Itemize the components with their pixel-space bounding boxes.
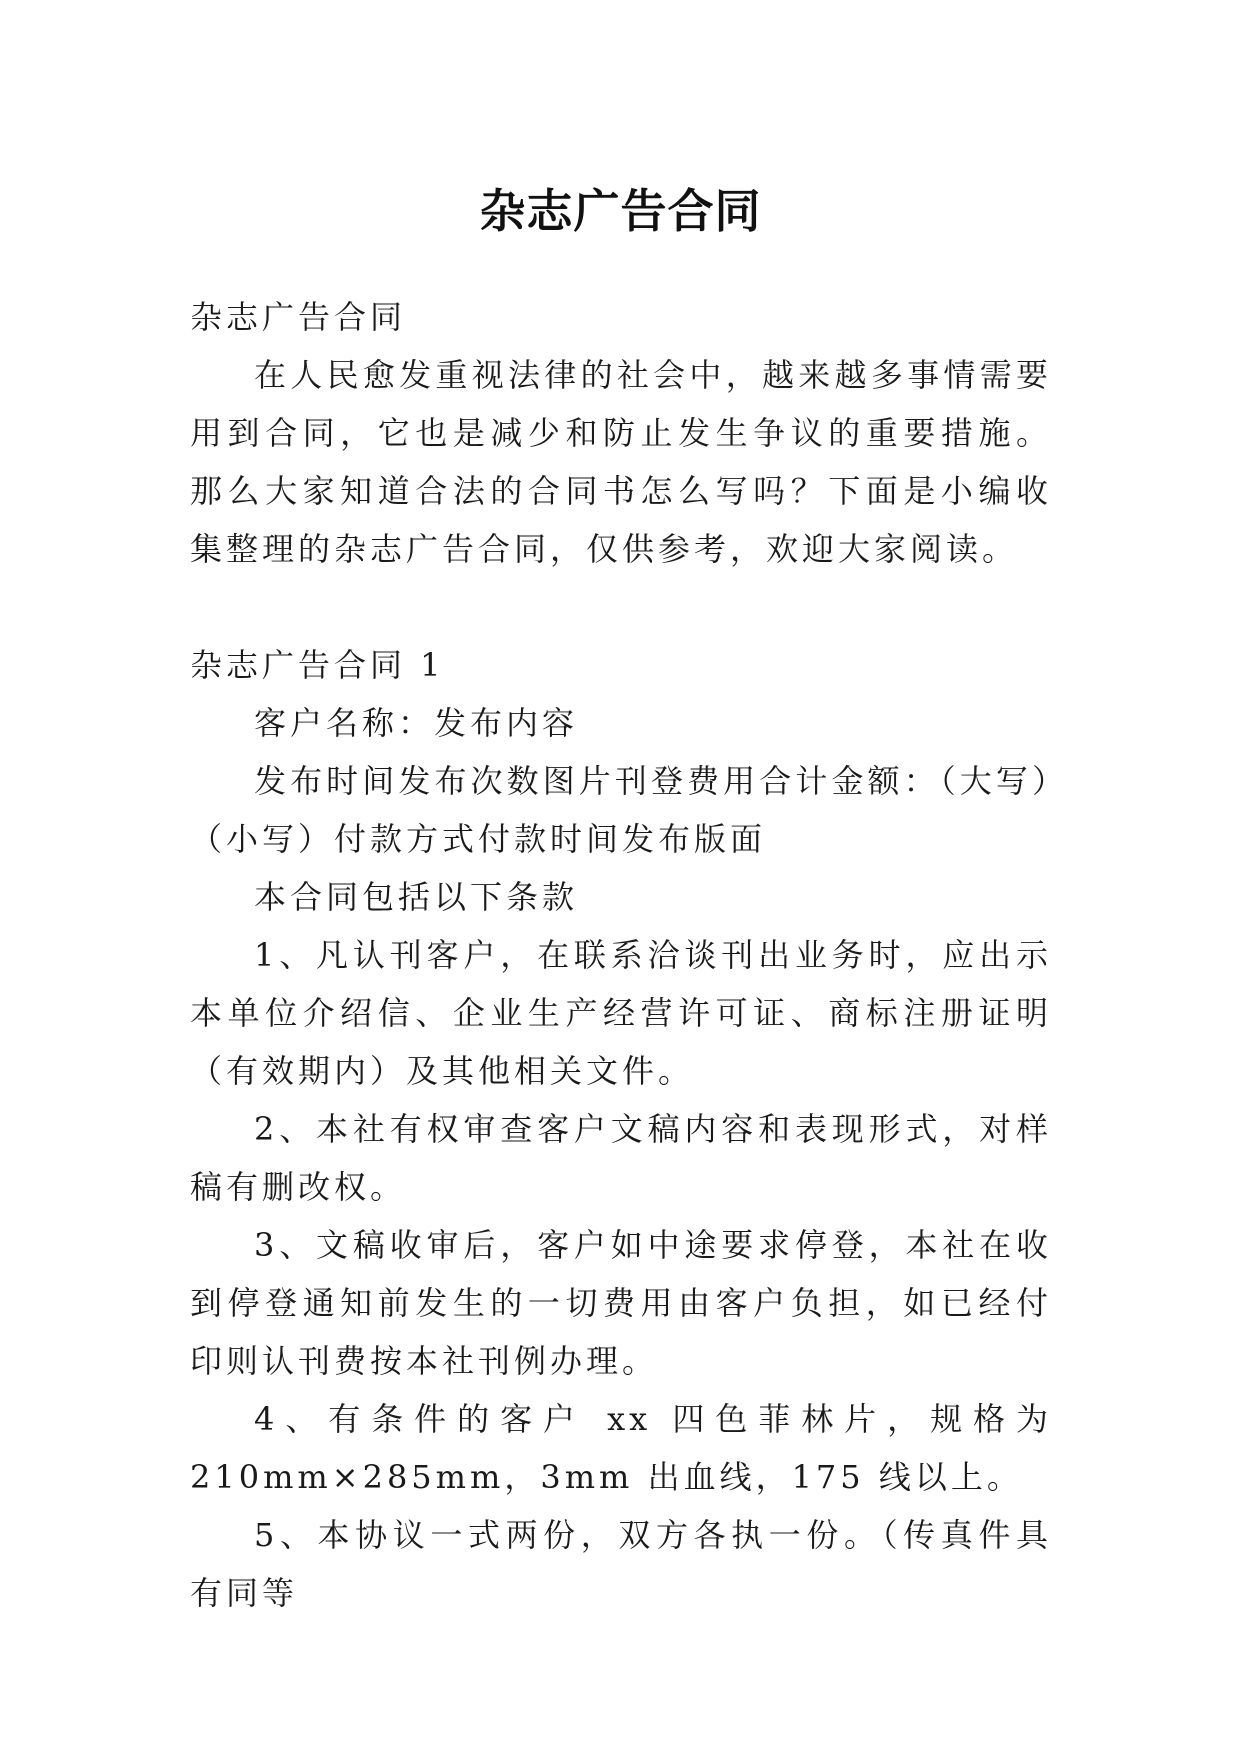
document-title: 杂志广告合同: [479, 183, 762, 238]
clause-2: 2、本社有权审查客户文稿内容和表现形式，对样稿有删改权。: [190, 1110, 1052, 1206]
clause-1: 1、凡认刊客户，在联系洽谈刊出业务时，应出示本单位介绍信、企业生产经营许可证、商标注册证明（有效期内）及其他相关文件。: [190, 936, 1052, 1090]
clause-5: 5、本协议一式两份，双方各执一份。（传真件具有同等: [190, 1516, 1052, 1612]
section-heading: 杂志广告合同 1: [190, 646, 445, 684]
intro-heading: 杂志广告合同: [190, 298, 407, 336]
intro-paragraph: 在人民愈发重视法律的社会中，越来越多事情需要用到合同，它也是减少和防止发生争议的重要措施。那么大家知道合法的合同书怎么写吗？下面是小编收集整理的杂志广告合同，仅供参考，欢迎大家阅读。: [190, 356, 1052, 568]
publish-line: 发布时间发布次数图片刊登费用合计金额：（大写）（小写）付款方式付款时间发布版面: [190, 762, 1052, 858]
document-body: [190, 288, 1052, 1622]
customer-line: 客户名称：发布内容: [254, 704, 579, 742]
clause-4: 4、有条件的客户 xx 四色菲林片，规格为 210mm×285mm，3mm 出血线，175 线以上。: [190, 1400, 1052, 1496]
clause-3: 3、文稿收审后，客户如中途要求停登，本社在收到停登通知前发生的一切费用由客户负担，如已经付印则认刊费按本社刊例办理。: [190, 1226, 1052, 1380]
terms-intro: 本合同包括以下条款: [254, 878, 579, 916]
